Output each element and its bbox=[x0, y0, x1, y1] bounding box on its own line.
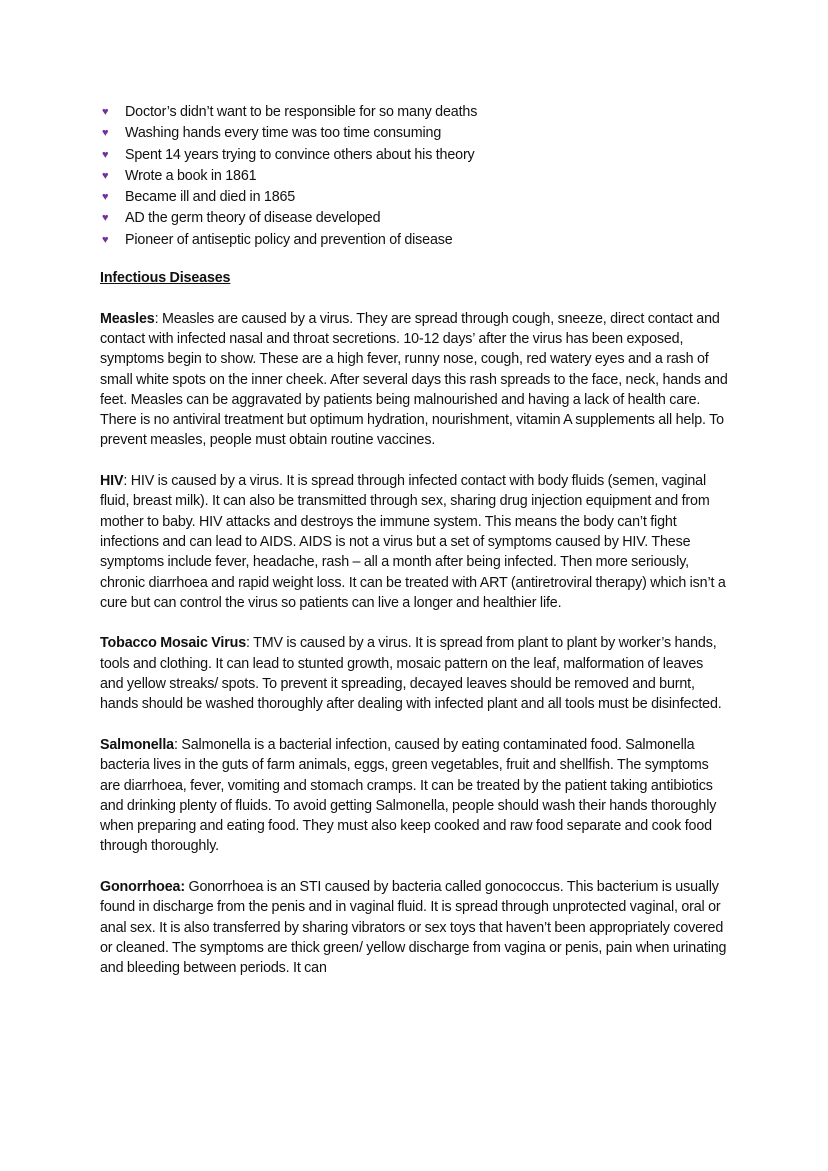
disease-description: Gonorrhoea is an STI caused by bacteria called gonococcus. This bacterium is usually found in discharge from the penis and in vaginal fluid. It is spread through unprotected vaginal, oral or anal sex. It is also transferred by sharing vibrators or sex toys that haven’t been appropriately covered or cleaned. The symptoms are thick green/ yellow discharge from vagina or penis, pain when urinating and bleeding between periods. It can bbox=[100, 878, 727, 977]
bullet-list bbox=[100, 102, 730, 251]
term-separator: : bbox=[123, 473, 131, 490]
list-item-text: Doctor’s didn’t want to be responsible for so many deaths bbox=[125, 104, 478, 120]
heart-icon: ♥ bbox=[102, 212, 109, 225]
list-item-text: Became ill and died in 1865 bbox=[125, 189, 296, 206]
list-item-text: Pioneer of antiseptic policy and prevention of disease bbox=[125, 231, 453, 248]
term-separator: : bbox=[174, 736, 182, 753]
disease-term: Gonorrhoea: bbox=[100, 878, 185, 895]
heart-icon: ♥ bbox=[102, 191, 109, 204]
disease-description: Measles are caused by a virus. They are spread through cough, sneeze, direct contact and contact with infected nasal and throat secretions. 10-12 days’ after the virus has been exposed, symptoms begin to show. These are a high fever, runny nose, cough, red watery eyes and a rash of small white spots on the inner cheek. After several days this rash spreads to the face, neck, hands and feet. Measles can be aggravated by patients being malnourished and having a lack of health care. There is no antiviral treatment but optimum hydration, nourishment, vitamin A supplements all help. To prevent measles, people must obtain routine vaccines. bbox=[100, 310, 728, 449]
heart-icon: ♥ bbox=[102, 169, 109, 182]
list-item-text: Wrote a book in 1861 bbox=[125, 167, 257, 184]
heart-icon: ♥ bbox=[102, 233, 109, 246]
list-item-text: AD the germ theory of disease developed bbox=[125, 210, 381, 227]
term-separator: : bbox=[246, 635, 254, 652]
list-item bbox=[100, 123, 730, 144]
heart-icon: ♥ bbox=[102, 106, 109, 118]
disease-term: Tobacco Mosaic Virus bbox=[100, 635, 247, 652]
disease-paragraph-measles bbox=[100, 309, 730, 451]
disease-term: Salmonella bbox=[100, 736, 174, 753]
disease-paragraph-tmv bbox=[100, 633, 730, 714]
term-separator: : bbox=[154, 310, 162, 327]
disease-paragraph-salmonella bbox=[100, 735, 730, 857]
disease-paragraph-gonorrhoea bbox=[100, 877, 730, 978]
list-item-text: Spent 14 years trying to convince others about his theory bbox=[125, 146, 475, 163]
section-heading: Infectious Diseases bbox=[100, 270, 231, 287]
list-item bbox=[100, 187, 730, 208]
list-item-text: Washing hands every time was too time consuming bbox=[125, 125, 442, 142]
disease-description: HIV is caused by a virus. It is spread through infected contact with body fluids (semen, vaginal fluid, breast milk). It can also be transmitted through sex, sharing drug injection equipment and from mother to baby. HIV attacks and destroys the immune system. This means the body can’t fight infections and can lead to AIDS. AIDS is not a virus but a set of symptoms caused by HIV. These symptoms include fever, headache, rash – all a month after being infected. Then more seriously, chronic diarrhoea and rapid weight loss. It can be treated with ART (antiretroviral therapy) which isn’t a cure but can control the virus so patients can live a longer and healthier life. bbox=[100, 473, 726, 611]
document-page bbox=[100, 102, 730, 993]
disease-description: Salmonella is a bacterial infection, caused by eating contaminated food. Salmonella bacteria lives in the guts of farm animals, eggs, green vegetables, fruit and shellfish. The symptoms are diarrhoea, fever, vomiting and stomach cramps. It can be treated by the patient taking antibiotics and drinking plenty of fluids. To avoid getting Salmonella, people should wash their hands thoroughly when preparing and eating food. They must also keep cooked and raw food separate and cook food through thoroughly. bbox=[100, 736, 717, 855]
list-item bbox=[100, 230, 730, 251]
list-item bbox=[100, 166, 730, 187]
disease-term: Measles bbox=[100, 310, 155, 327]
disease-paragraph-hiv bbox=[100, 471, 730, 613]
disease-description: TMV is caused by a virus. It is spread from plant to plant by worker’s hands, tools and clothing. It can lead to stunted growth, mosaic pattern on the leaf, malformation of leaves and yellow streaks/ spots. To prevent it spreading, decayed leaves should be removed and burnt, hands should be washed thoroughly after dealing with infected plant and all tools must be disinfected. bbox=[100, 635, 722, 713]
heart-icon: ♥ bbox=[102, 148, 109, 161]
disease-term: HIV bbox=[100, 473, 124, 490]
list-item bbox=[100, 102, 730, 123]
heart-icon: ♥ bbox=[102, 127, 109, 140]
list-item bbox=[100, 208, 730, 229]
list-item bbox=[100, 145, 730, 166]
